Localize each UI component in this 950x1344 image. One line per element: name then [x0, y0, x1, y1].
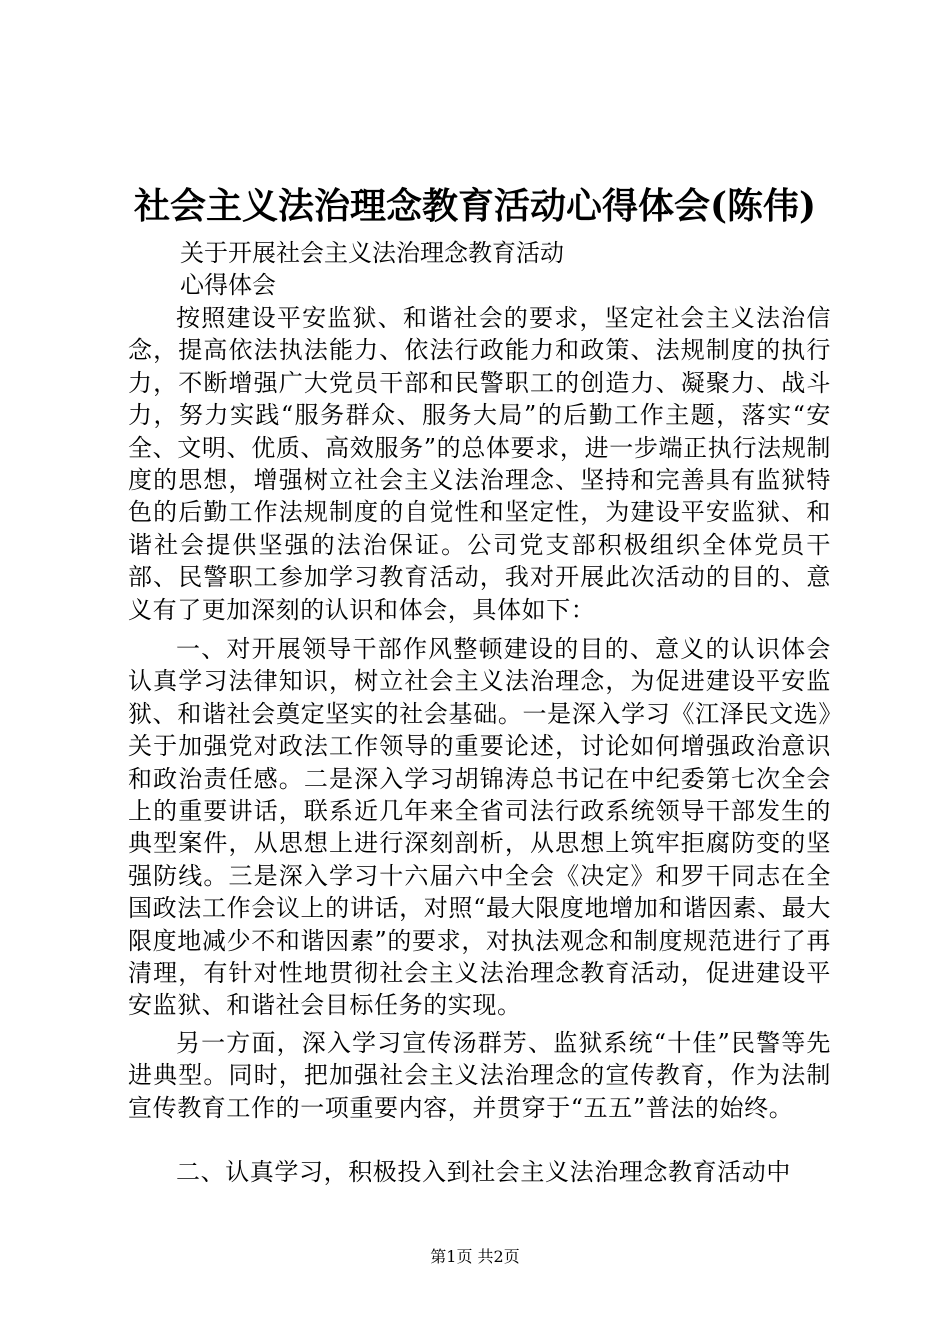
subtitle-line-2: 心得体会 [180, 271, 276, 299]
paragraph-text: 二、认真学习，积极投入到社会主义法治理念教育活动中 [176, 1158, 791, 1186]
page-number-footer: 第1页 共2页 [430, 1247, 520, 1266]
paragraph-text: 一、对开展领导干部作风整顿建设的目的、意义的认识体会认真学习法律知识，树立社会主义法治理念，为促进建设平安监狱、和谐社会奠定坚实的社会基础。一是深入学习《江泽民文选》关于加强党对政法工作领导的重要论述，讨论如何增强政治意识和政治责任感。二是深入学习胡锦涛总书记在中纪委第七次全会上的重要讲话，联系近几年来全省司法行政系统领导干部发生的典型案件，从思想上进行深刻剖析，从思想上筑牢拒腐防变的坚强防线。三是深入学习十六届六中全会《决定》和罗干同志在全国政法工作会议上的讲话，对照“最大限度地增加和谐因素、最大限度地减少不和谐因素”的要求，对执法观念和制度规范进行了再清理，有针对性地贯彻社会主义法治理念教育活动，促进建设平安监狱、和谐社会目标任务的实现。 [128, 635, 831, 1020]
document-title: 社会主义法治理念教育活动心得体会(陈伟) [133, 185, 817, 227]
body-paragraph-2 [128, 633, 831, 1022]
body-paragraph-4 [128, 1156, 831, 1188]
subtitle-line-1: 关于开展社会主义法治理念教育活动 [180, 239, 564, 267]
body-paragraph-3 [128, 1027, 831, 1124]
body-paragraph-1 [128, 302, 831, 626]
paragraph-text: 按照建设平安监狱、和谐社会的要求，坚定社会主义法治信念，提高依法执法能力、依法行政能力和政策、法规制度的执行力，不断增强广大党员干部和民警职工的创造力、凝聚力、战斗力，努力实践“服务群众、服务大局”的后勤工作主题，落实“安全、文明、优质、高效服务”的总体要求，进一步端正执行法规制度的思想，增强树立社会主义法治理念、坚持和完善具有监狱特色的后勤工作法规制度的自觉性和坚定性，为建设平安监狱、和谐社会提供坚强的法治保证。公司党支部积极组织全体党员干部、民警职工参加学习教育活动，我对开展此次活动的目的、意义有了更加深刻的认识和体会，具体如下： [128, 304, 831, 624]
paragraph-text: 另一方面，深入学习宣传汤群芳、监狱系统“十佳”民警等先进典型。同时，把加强社会主义法治理念的宣传教育，作为法制宣传教育工作的一项重要内容，并贯穿于“五五”普法的始终。 [128, 1029, 831, 1122]
